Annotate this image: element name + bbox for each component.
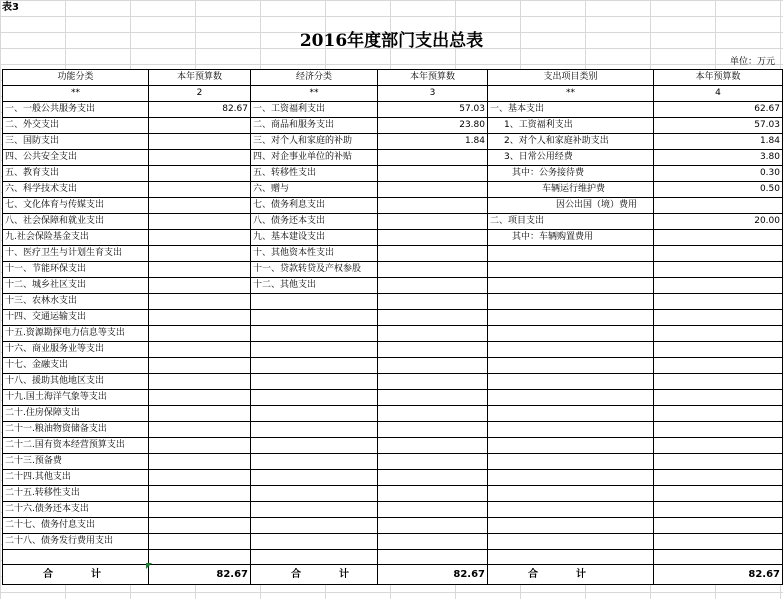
function-cell[interactable]: 十三、农林水支出 [3, 294, 149, 310]
economic-amount-cell[interactable] [378, 550, 488, 565]
total-label-part: 计 [576, 569, 586, 580]
function-cell[interactable]: 二十一.粮油物资储备支出 [3, 422, 149, 438]
table-row [3, 550, 783, 565]
project-amount-cell[interactable] [654, 358, 783, 374]
project-amount-cell[interactable] [654, 246, 783, 262]
economic-cell[interactable] [251, 550, 378, 565]
project-cell[interactable] [488, 326, 654, 342]
economic-cell[interactable]: 四、对企事业单位的补贴 [251, 150, 378, 166]
expenditure-table [2, 69, 783, 585]
table-row [3, 134, 783, 150]
function-amount-cell[interactable] [149, 454, 251, 470]
project-amount-cell[interactable] [654, 534, 783, 550]
table-row [3, 486, 783, 502]
economic-amount-cell[interactable] [378, 374, 488, 390]
index-cell[interactable]: ** [251, 86, 378, 102]
project-amount-cell[interactable] [654, 438, 783, 454]
economic-amount-cell[interactable] [378, 166, 488, 182]
table-row [3, 422, 783, 438]
table-row [3, 406, 783, 422]
economic-amount-cell[interactable] [378, 310, 488, 326]
project-amount-cell[interactable] [654, 406, 783, 422]
economic-amount-cell[interactable] [378, 454, 488, 470]
economic-amount-cell[interactable] [378, 534, 488, 550]
function-amount-cell[interactable] [149, 550, 251, 565]
function-cell[interactable]: 七、文化体育与传媒支出 [3, 198, 149, 214]
function-amount-cell[interactable] [149, 230, 251, 246]
table-row [3, 390, 783, 406]
economic-amount-cell[interactable] [378, 198, 488, 214]
project-amount-cell[interactable] [654, 422, 783, 438]
economic-amount-cell[interactable]: 57.03 [378, 102, 488, 118]
function-amount-cell[interactable] [149, 214, 251, 230]
function-cell[interactable]: 十八、援助其他地区支出 [3, 374, 149, 390]
function-cell[interactable] [3, 550, 149, 565]
project-cell[interactable] [488, 422, 654, 438]
economic-cell[interactable] [251, 310, 378, 326]
economic-cell[interactable] [251, 422, 378, 438]
economic-cell[interactable]: 九、基本建设支出 [251, 230, 378, 246]
economic-cell[interactable]: 五、转移性支出 [251, 166, 378, 182]
function-amount-cell[interactable] [149, 326, 251, 342]
table-row [3, 262, 783, 278]
project-cell[interactable]: 一、基本支出 [488, 102, 654, 118]
function-amount-cell[interactable] [149, 518, 251, 534]
project-amount-cell[interactable] [654, 390, 783, 406]
table-row [3, 454, 783, 470]
project-cell[interactable] [488, 342, 654, 358]
economic-cell[interactable]: 十二、其他支出 [251, 278, 378, 294]
function-amount-cell[interactable] [149, 294, 251, 310]
economic-cell[interactable]: 一、工资福利支出 [251, 102, 378, 118]
economic-cell[interactable]: 三、对个人和家庭的补助 [251, 134, 378, 150]
function-amount-cell[interactable] [149, 390, 251, 406]
table-row [3, 374, 783, 390]
total-label-cell[interactable] [488, 565, 654, 585]
economic-amount-cell[interactable] [378, 150, 488, 166]
total-label-cell[interactable] [3, 565, 149, 585]
table-row [3, 182, 783, 198]
project-amount-cell[interactable]: 3.80 [654, 150, 783, 166]
index-cell[interactable]: ** [488, 86, 654, 102]
function-cell[interactable]: 二十三.预备费 [3, 454, 149, 470]
function-cell[interactable]: 二十八、债务发行费用支出 [3, 534, 149, 550]
project-amount-cell[interactable] [654, 342, 783, 358]
function-amount-cell[interactable] [149, 166, 251, 182]
economic-cell[interactable] [251, 470, 378, 486]
function-cell[interactable]: 九.社会保险基金支出 [3, 230, 149, 246]
project-amount-cell[interactable] [654, 486, 783, 502]
table-row [3, 358, 783, 374]
function-cell[interactable]: 八、社会保障和就业支出 [3, 214, 149, 230]
project-amount-cell[interactable]: 0.30 [654, 166, 783, 182]
total-label-part: 合 [528, 569, 538, 580]
table-row [3, 502, 783, 518]
total-amount-cell[interactable]: 82.67 [378, 565, 488, 585]
header-cell[interactable]: 本年预算数 [654, 70, 783, 86]
page-title[interactable]: 2016年度部门支出总表 [299, 31, 484, 51]
project-amount-cell[interactable] [654, 550, 783, 565]
total-label-part: 计 [91, 569, 101, 580]
function-amount-cell[interactable] [149, 422, 251, 438]
function-amount-cell[interactable] [149, 438, 251, 454]
index-cell[interactable]: 2 [149, 86, 251, 102]
economic-amount-cell[interactable] [378, 326, 488, 342]
function-cell[interactable]: 二十四.其他支出 [3, 470, 149, 486]
total-label-part: 合 [43, 569, 53, 580]
project-cell[interactable] [488, 454, 654, 470]
project-cell[interactable]: 2、对个人和家庭补助支出 [488, 134, 654, 150]
economic-amount-cell[interactable]: 23.80 [378, 118, 488, 134]
economic-cell[interactable]: 二、商品和服务支出 [251, 118, 378, 134]
economic-cell[interactable]: 八、债务还本支出 [251, 214, 378, 230]
project-amount-cell[interactable]: 20.00 [654, 214, 783, 230]
project-cell[interactable] [488, 406, 654, 422]
header-cell[interactable]: 本年预算数 [378, 70, 488, 86]
project-amount-cell[interactable] [654, 262, 783, 278]
economic-cell[interactable] [251, 454, 378, 470]
function-cell[interactable]: 十九.国土海洋气象等支出 [3, 390, 149, 406]
project-cell[interactable] [488, 502, 654, 518]
project-amount-cell[interactable] [654, 374, 783, 390]
function-amount-cell[interactable] [149, 246, 251, 262]
project-cell[interactable] [488, 390, 654, 406]
table-row [3, 198, 783, 214]
function-amount-cell[interactable] [149, 502, 251, 518]
project-amount-cell[interactable] [654, 230, 783, 246]
project-amount-cell[interactable] [654, 454, 783, 470]
header-row [3, 70, 783, 86]
economic-amount-cell[interactable] [378, 358, 488, 374]
economic-amount-cell[interactable] [378, 486, 488, 502]
economic-cell[interactable]: 六、赠与 [251, 182, 378, 198]
function-cell[interactable]: 二十七、债务付息支出 [3, 518, 149, 534]
function-amount-cell[interactable] [149, 358, 251, 374]
function-cell[interactable]: 六、科学技术支出 [3, 182, 149, 198]
economic-amount-cell[interactable] [378, 406, 488, 422]
project-cell[interactable] [488, 278, 654, 294]
economic-amount-cell[interactable] [378, 470, 488, 486]
table-row [3, 294, 783, 310]
header-cell[interactable]: 经济分类 [251, 70, 378, 86]
economic-cell[interactable] [251, 294, 378, 310]
project-cell[interactable] [488, 486, 654, 502]
function-cell[interactable]: 十、医疗卫生与计划生育支出 [3, 246, 149, 262]
table-row [3, 118, 783, 134]
project-cell[interactable] [488, 550, 654, 565]
project-cell[interactable] [488, 438, 654, 454]
economic-cell[interactable] [251, 534, 378, 550]
economic-cell[interactable] [251, 326, 378, 342]
function-amount-cell[interactable] [149, 278, 251, 294]
table-row [3, 438, 783, 454]
function-cell[interactable]: 二十二.国有资本经营预算支出 [3, 438, 149, 454]
project-amount-cell[interactable]: 57.03 [654, 118, 783, 134]
economic-amount-cell[interactable] [378, 246, 488, 262]
project-cell[interactable] [488, 294, 654, 310]
economic-cell[interactable]: 七、债务利息支出 [251, 198, 378, 214]
economic-amount-cell[interactable] [378, 262, 488, 278]
table-row [3, 326, 783, 342]
formula-indicator-icon [146, 563, 152, 569]
economic-amount-cell[interactable]: 1.84 [378, 134, 488, 150]
table-row [3, 278, 783, 294]
function-amount-cell[interactable] [149, 118, 251, 134]
project-cell[interactable] [488, 470, 654, 486]
economic-cell[interactable] [251, 390, 378, 406]
function-cell[interactable]: 三、国防支出 [3, 134, 149, 150]
function-cell[interactable]: 一、一般公共服务支出 [3, 102, 149, 118]
economic-amount-cell[interactable] [378, 278, 488, 294]
table-row [3, 230, 783, 246]
function-amount-cell[interactable] [149, 374, 251, 390]
table-row [3, 246, 783, 262]
project-cell[interactable]: 车辆运行维护费 [488, 182, 654, 198]
index-cell[interactable]: 3 [378, 86, 488, 102]
function-amount-cell[interactable] [149, 342, 251, 358]
function-cell[interactable]: 十五.资源勘探电力信息等支出 [3, 326, 149, 342]
project-amount-cell[interactable] [654, 310, 783, 326]
project-amount-cell[interactable] [654, 278, 783, 294]
function-amount-cell[interactable]: 82.67 [149, 102, 251, 118]
function-amount-cell[interactable] [149, 198, 251, 214]
total-label-part: 计 [339, 569, 349, 580]
project-cell[interactable] [488, 262, 654, 278]
function-amount-cell[interactable] [149, 150, 251, 166]
total-row [3, 565, 783, 585]
header-cell[interactable]: 功能分类 [3, 70, 149, 86]
function-cell[interactable]: 十四、交通运输支出 [3, 310, 149, 326]
economic-amount-cell[interactable] [378, 342, 488, 358]
header-cell[interactable]: 支出项目类别 [488, 70, 654, 86]
index-cell[interactable]: ** [3, 86, 149, 102]
table-row [3, 102, 783, 118]
economic-cell[interactable]: 十、其他资本性支出 [251, 246, 378, 262]
project-amount-cell[interactable]: 62.67 [654, 102, 783, 118]
economic-cell[interactable]: 十一、贷款转贷及产权参股 [251, 262, 378, 278]
index-cell[interactable]: 4 [654, 86, 783, 102]
function-cell[interactable]: 十二、城乡社区支出 [3, 278, 149, 294]
economic-cell[interactable] [251, 438, 378, 454]
economic-amount-cell[interactable] [378, 294, 488, 310]
project-amount-cell[interactable] [654, 502, 783, 518]
total-label-part: 合 [291, 569, 301, 580]
function-cell[interactable]: 二十六.债务还本支出 [3, 502, 149, 518]
economic-amount-cell[interactable] [378, 214, 488, 230]
project-amount-cell[interactable] [654, 326, 783, 342]
index-row [3, 86, 783, 102]
project-amount-cell[interactable] [654, 470, 783, 486]
table-row [3, 470, 783, 486]
function-cell[interactable]: 十七、金融支出 [3, 358, 149, 374]
table-row [3, 342, 783, 358]
project-cell[interactable]: 3、日常公用经费 [488, 150, 654, 166]
project-cell[interactable]: 其中：公务接待费 [488, 166, 654, 182]
function-cell[interactable]: 五、教育支出 [3, 166, 149, 182]
function-cell[interactable]: 十六、商业服务业等支出 [3, 342, 149, 358]
function-cell[interactable]: 二十五.转移性支出 [3, 486, 149, 502]
function-amount-cell[interactable] [149, 262, 251, 278]
economic-cell[interactable] [251, 358, 378, 374]
economic-cell[interactable] [251, 374, 378, 390]
economic-cell[interactable] [251, 502, 378, 518]
project-cell[interactable] [488, 518, 654, 534]
function-amount-cell[interactable] [149, 406, 251, 422]
project-amount-cell[interactable]: 0.50 [654, 182, 783, 198]
project-cell[interactable] [488, 358, 654, 374]
function-cell[interactable]: 十一、节能环保支出 [3, 262, 149, 278]
project-amount-cell[interactable] [654, 294, 783, 310]
total-label-cell[interactable] [251, 565, 378, 585]
function-amount-cell[interactable] [149, 470, 251, 486]
economic-cell[interactable] [251, 486, 378, 502]
unit-label[interactable]: 单位：万元 [729, 57, 775, 67]
project-amount-cell[interactable]: 1.84 [654, 134, 783, 150]
project-cell[interactable]: 因公出国（境）费用 [488, 198, 654, 214]
sheet-tag[interactable]: 表3 [2, 2, 19, 13]
project-amount-cell[interactable] [654, 198, 783, 214]
economic-cell[interactable] [251, 518, 378, 534]
table-row [3, 518, 783, 534]
economic-cell[interactable] [251, 406, 378, 422]
function-amount-cell[interactable] [149, 182, 251, 198]
table-row [3, 150, 783, 166]
economic-amount-cell[interactable] [378, 502, 488, 518]
function-amount-cell[interactable] [149, 310, 251, 326]
project-cell[interactable]: 二、项目支出 [488, 214, 654, 230]
economic-amount-cell[interactable] [378, 422, 488, 438]
table-row [3, 534, 783, 550]
economic-amount-cell[interactable] [378, 182, 488, 198]
total-amount-cell[interactable]: 82.67 [149, 565, 251, 585]
economic-cell[interactable] [251, 342, 378, 358]
economic-amount-cell[interactable] [378, 438, 488, 454]
function-cell[interactable]: 二十.住房保障支出 [3, 406, 149, 422]
project-cell[interactable]: 1、工资福利支出 [488, 118, 654, 134]
economic-amount-cell[interactable] [378, 390, 488, 406]
project-cell[interactable] [488, 246, 654, 262]
table-row [3, 310, 783, 326]
project-cell[interactable] [488, 310, 654, 326]
function-cell[interactable]: 二、外交支出 [3, 118, 149, 134]
function-amount-cell[interactable] [149, 134, 251, 150]
function-amount-cell[interactable] [149, 534, 251, 550]
project-amount-cell[interactable] [654, 518, 783, 534]
project-cell[interactable]: 其中：车辆购置费用 [488, 230, 654, 246]
economic-amount-cell[interactable] [378, 230, 488, 246]
header-cell[interactable]: 本年预算数 [149, 70, 251, 86]
function-cell[interactable]: 四、公共安全支出 [3, 150, 149, 166]
table-row [3, 214, 783, 230]
function-amount-cell[interactable] [149, 486, 251, 502]
project-cell[interactable] [488, 534, 654, 550]
economic-amount-cell[interactable] [378, 518, 488, 534]
table-row [3, 166, 783, 182]
total-amount-cell[interactable]: 82.67 [654, 565, 783, 585]
project-cell[interactable] [488, 374, 654, 390]
